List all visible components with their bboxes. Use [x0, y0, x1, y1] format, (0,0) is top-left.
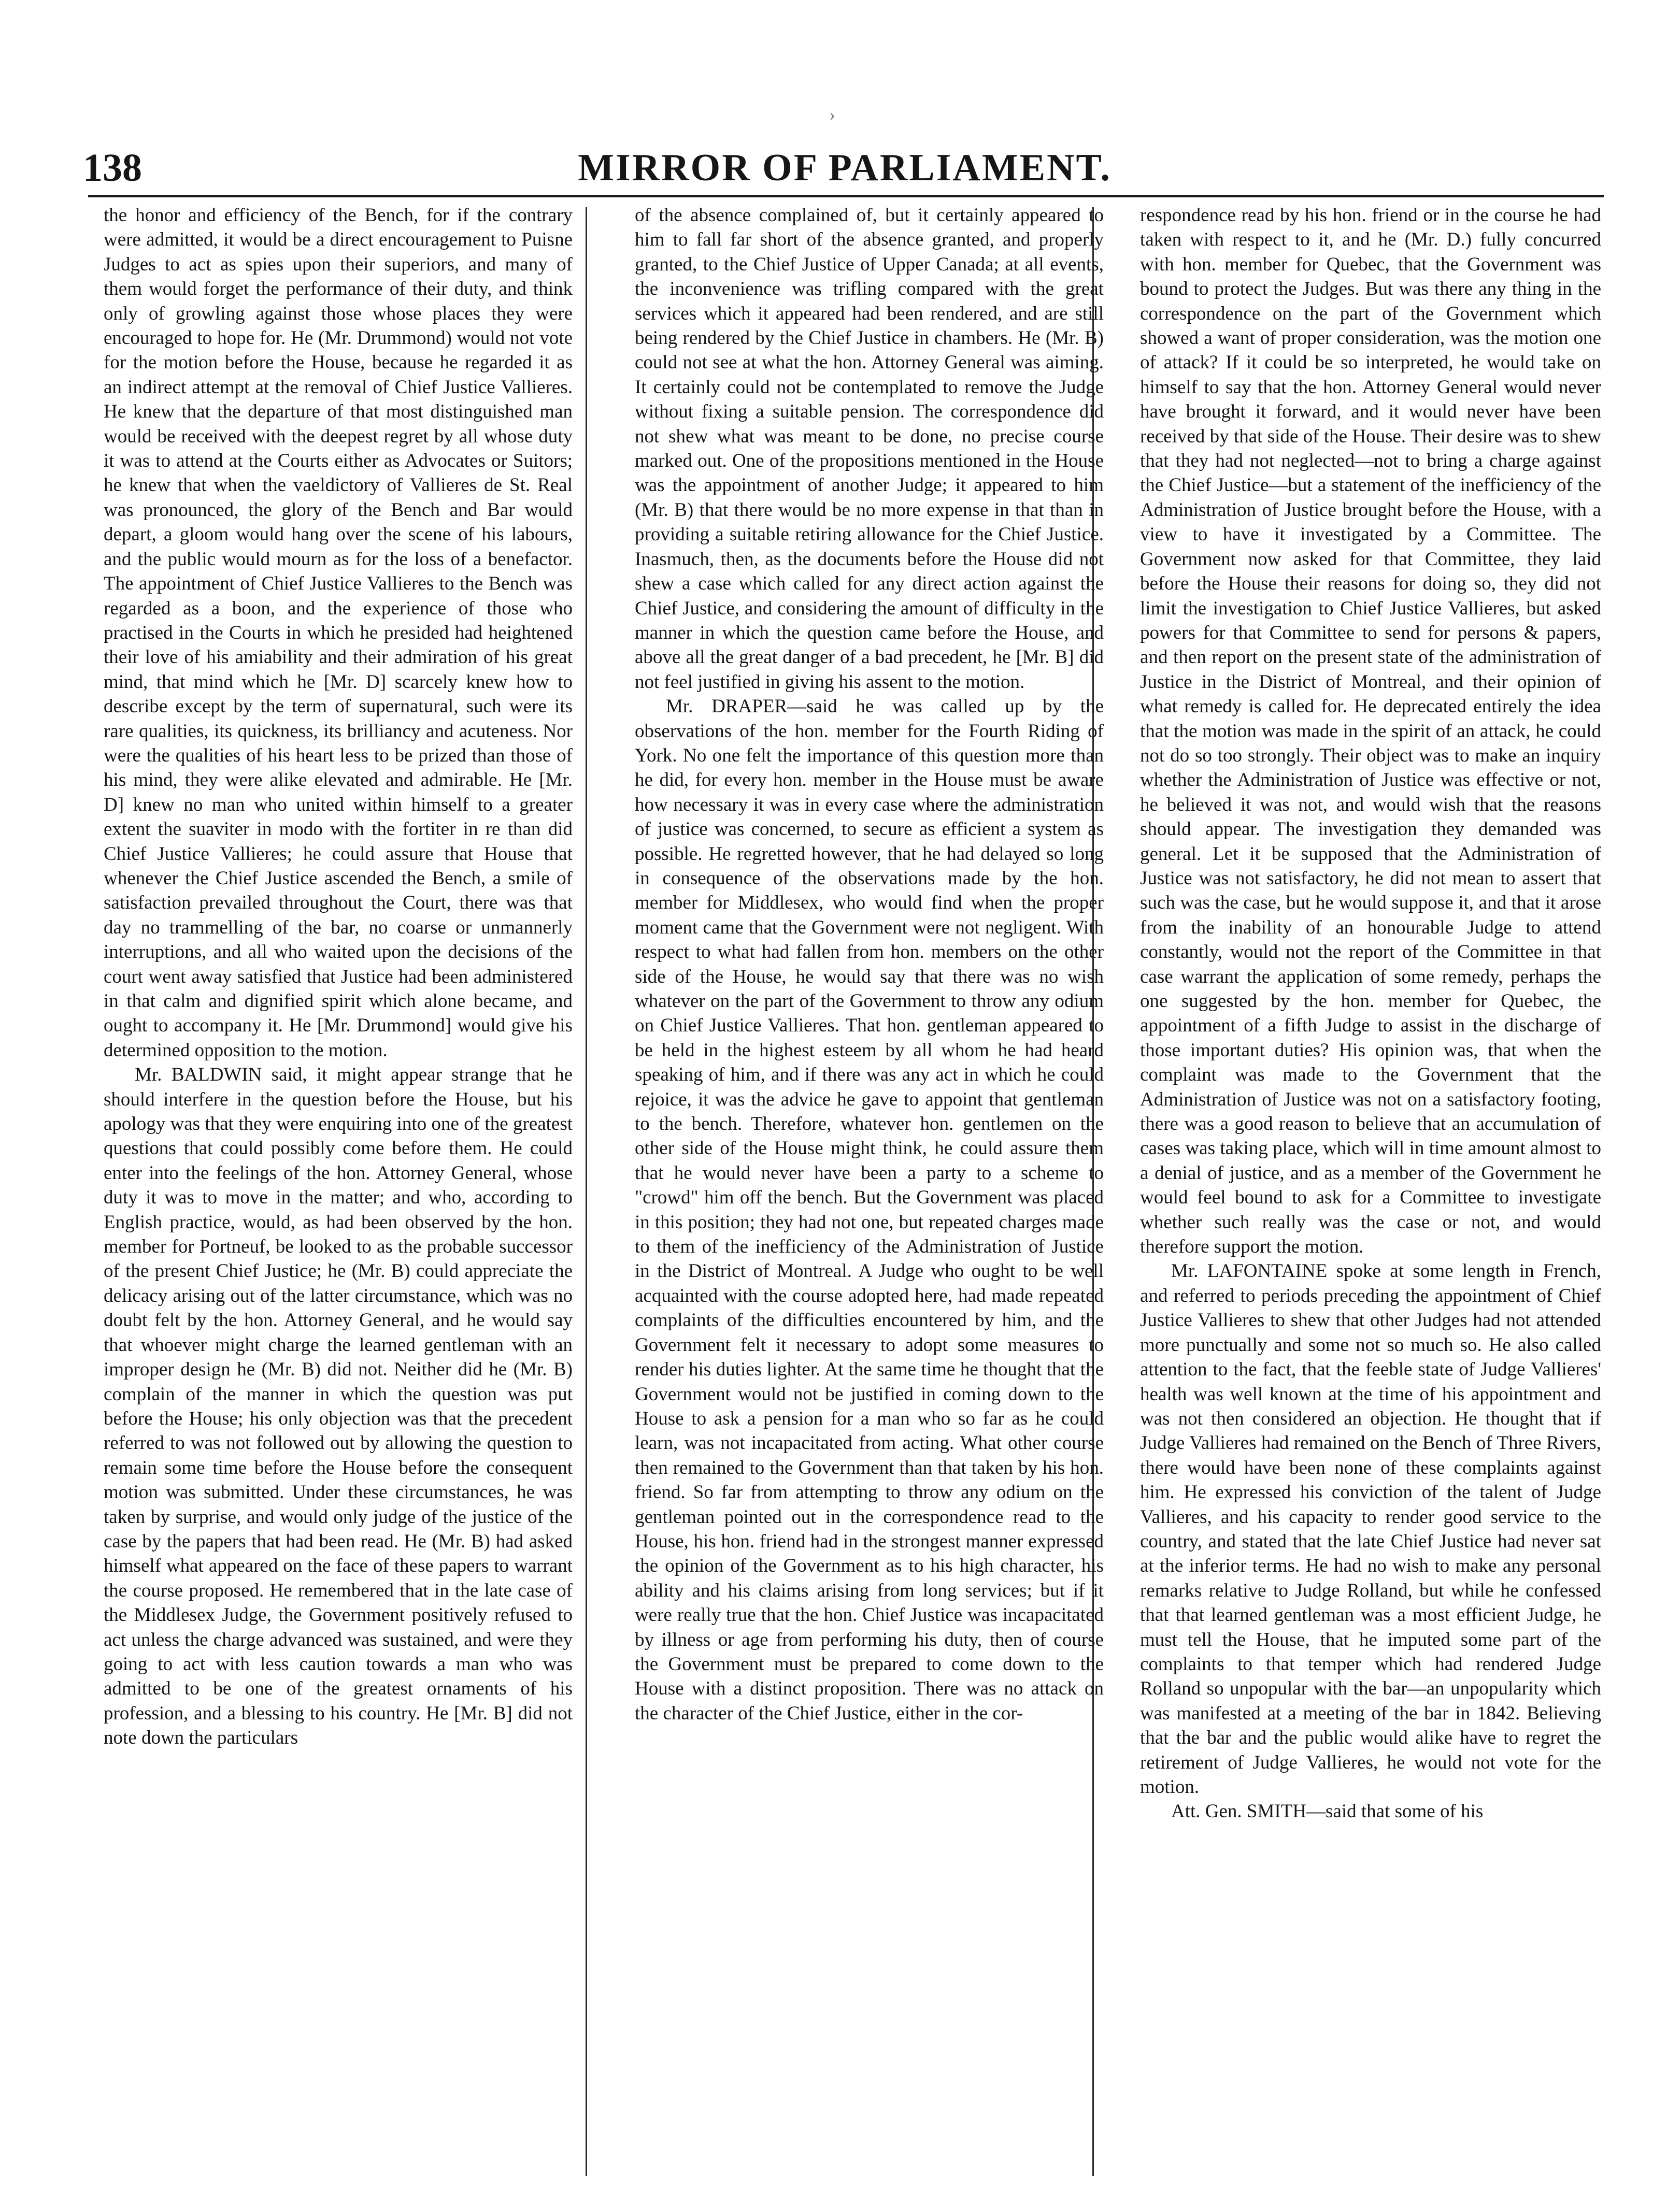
ink-mark: ›	[829, 104, 835, 125]
column-3	[1140, 203, 1601, 2179]
paragraph: respondence read by his hon. friend or in the course he had taken with respect to it, and he (Mr. D.) fully concurred with hon. member for Quebec, that the Government was bound to protect the Judges. But was there any thing in the correspondence on the part of the Government which showed a want of proper consideration, was the motion one of attack? If it could be so interpreted, he would take on himself to say that the hon. Attorney General would never have brought it forward, and it would never have been received by that side of the House. Their desire was to shew that they had not neglected—not to bring a charge against the Chief Justice—but a statement of the inefficiency of the Administration of Justice brought before the House, with a view to have it investigated by a Committee. The Government now asked for that Committee, they laid before the House their reasons for doing so, they did not limit the investigation to Chief Justice Vallieres, but asked powers for that Committee to send for persons & papers, and then report on the present state of the administration of Justice in the District of Montreal, and their opinion of what remedy is called for. He deprecated entirely the idea that the motion was made in the spirit of an attack, he could not do so too strongly. Their object was to make an inquiry whether the Administration of Justice was effective or not, he believed it was not, and would wish that the reasons should appear. The investigation they demanded was general. Let it be supposed that the Administration of Justice was not satisfactory, he did not mean to assert that such was the case, but he would suppose it, and that it arose from the inability of an honourable Judge to attend constantly, would not the report of the Committee in that case warrant the application of some remedy, perhaps the one suggested by the hon. member for Quebec, the appointment of a fifth Judge to assist in the discharge of those important duties? His opinion was, that when the complaint was made to the Government that the Administration of Justice was not on a satisfactory footing, there was a good reason to believe that an accumulation of cases was taking place, which will in time amount almost to a denial of justice, and as a member of the Government he would feel bound to ask for a Committee to investigate whether such really was the case or not, and would therefore support the motion.	[1140, 205, 1601, 1258]
page-number: 138	[83, 146, 142, 190]
running-title: MIRROR OF PARLIAMENT.	[578, 147, 1112, 189]
page-header	[83, 144, 1606, 192]
text-columns	[104, 203, 1601, 2179]
column-2	[635, 203, 1104, 2179]
paragraph: Mr. LAFONTAINE spoke at some length in French, and referred to periods preceding the appointment of Chief Justice Vallieres to shew that other Judges had not attended more punctually and some not so much so. He also called attention to the fact, that the feeble state of Judge Vallieres' health was well known at the time of his appointment and was not then considered an objection. He thought that if Judge Vallieres had remained on the Bench of Three Rivers, there would have been none of these complaints against him. He expressed his conviction of the talent of Judge Vallieres, and his capacity to render good service to the country, and stated that the late Chief Justice had never sat at the inferior terms. He had no wish to make any personal remarks relative to Judge Rolland, but while he confessed that that learned gentleman was a most efficient Judge, he must tell the House, that he imputed some part of the complaints to that temper which had rendered Judge Rolland so unpopular with the bar—an unpopularity which was manifested at a meeting of the bar in 1842. Believing that the bar and the public would alike have to regret the retirement of Judge Vallieres, he would not vote for the motion.	[1140, 1260, 1601, 1798]
paragraph: of the absence complained of, but it certainly appeared to him to fall far short of the absence granted, and properly granted, to the Chief Justice of Upper Canada; at all events, the inconvenience was trifling compared with the great services which it appeared had been rendered, and are still being rendered by the Chief Justice in chambers. He (Mr. B) could not see at what the hon. Attorney General was aiming. It certainly could not be contemplated to remove the Judge without fixing a suitable pension. The correspondence did not shew what was meant to be done, no precise course marked out. One of the propositions mentioned in the House was the appointment of another Judge; it appeared to him (Mr. B) that there would be no more expense in that than in providing a suitable retiring allowance for the Chief Justice. Inasmuch, then, as the documents before the House did not shew a case which called for any direct action against the Chief Justice, and considering the amount of difficulty in the manner in which the question came before the House, and above all the great danger of a bad precedent, he [Mr. B] did not feel justified in giving his assent to the motion.	[635, 205, 1104, 693]
paragraph: Mr. DRAPER—said he was called up by the observations of the hon. member for the Fourth Riding of York. No one felt the importance of this question more than he did, for every hon. member in the House must be aware how necessary it was in every case where the administration of justice was concerned, to secure as efficient a system as possible. He regretted however, that he had delayed so long in consequence of the observations made by the hon. member for Middlesex, who would find when the proper moment came that the Government were not negligent. With respect to what had fallen from hon. members on the other side of the House, he would say that there was no wish whatever on the part of the Government to throw any odium on Chief Justice Vallieres. That hon. gentleman appeared to be held in the highest esteem by all whom he had heard speaking of him, and if there was any act in which he could rejoice, it was the advice he gave to appoint that gentleman to the bench. Therefore, whatever hon. gentlemen on the other side of the House might think, he could assure them that he would never have been a party to a scheme to "crowd" him off the bench. But the Government was placed in this position; they had not one, but repeated charges made to them of the inefficiency of the Administration of Justice in the District of Montreal. A Judge who ought to be well acquainted with the course adopted here, had made repeated complaints of the difficulties encountered by him, and the Government felt it necessary to adopt some measures to render his duties lighter. At the same time he thought that the Government would not be justified in coming down to the House to ask a pension for a man who so far as he could learn, was not incapacitated from acting. What other course then remained to the Government than that taken by his hon. friend. So far from attempting to throw any odium on the gentleman pointed out in the correspondence read to the House, his hon. friend had in the strongest manner expressed the opinion of the Government as to his high character, his ability and his claims arising from long services; but if it were really true that the hon. Chief Justice was incapacitated by illness or age from performing his duty, then of course the Government must be prepared to come down to the House with a distinct proposition. There was no attack on the character of the Chief Justice, either in the cor-	[635, 696, 1104, 1724]
paragraph: Mr. BALDWIN said, it might appear strange that he should interfere in the question before the House, but his apology was that they were enquiring into one of the greatest questions that could possibly come before them. He could enter into the feelings of the hon. Attorney General, whose duty it was to move in the matter; and who, according to English practice, would, as had been observed by the hon. member for Portneuf, be looked to as the probable successor of the present Chief Justice; he (Mr. B) could appreciate the delicacy arising out of the latter circumstance, which was no doubt felt by the hon. Attorney General, and he would say that whoever might charge the learned gentleman with an improper design he (Mr. B) did not. Neither did he (Mr. B) complain of the manner in which the question was put before the House; his only objection was that the precedent referred to was not followed out by allowing the question to remain some time before the House before the consequent motion was submitted. Under these circumstances, he was taken by surprise, and would only judge of the justice of the case by the papers that had been read. He (Mr. B) had asked himself what appeared on the face of these papers to warrant the course proposed. He remembered that in the late case of the Middlesex Judge, the Government positively refused to act unless the charge advanced was sustained, and were they going to act with less caution towards a man who was admitted to be one of the greatest ornaments of his profession, and a blessing to his country. He [Mr. B] did not note down the particulars	[104, 1064, 573, 1749]
column-1	[104, 203, 573, 2179]
paragraph: Att. Gen. SMITH—said that some of his	[1171, 1801, 1484, 1822]
paragraph: the honor and efficiency of the Bench, for if the contrary were admitted, it would be a direct encouragement to Puisne Judges to act as spies upon their superiors, and many of them would forget the performance of their duty, and think only of growling against those whose places they were encouraged to hope for. He (Mr. Drummond) would not vote for the motion before the House, because he regarded it as an indirect attempt at the removal of Chief Justice Vallieres. He knew that the departure of that most distinguished man would be received with the deepest regret by all whose duty it was to attend at the Courts either as Advocates or Suitors; he knew that when the vaeldictory of Vallieres de St. Real was pronounced, the glory of the Bench and Bar would depart, a gloom would hang over the scene of his labours, and the public would mourn as for the loss of a benefactor. The appointment of Chief Justice Vallieres to the Bench was regarded as a boon, and the experience of those who practised in the Courts in which he presided had heightened their love of his amiability and their admiration of his great mind, that mind which he [Mr. D] scarcely knew how to describe except by the term of supernatural, such were its rare qualities, its quickness, its brilliancy and acuteness. Nor were the qualities of his heart less to be prized than those of his mind, they were alike elevated and admirable. He [Mr. D] knew no man who united within himself to a greater extent the suaviter in modo with the fortiter in re than did Chief Justice Vallieres; he could assure that House that whenever the Chief Justice ascended the Bench, a smile of satisfaction prevailed throughout the Court, there was that day no trammelling of the bar, no coarse or unmannerly interruptions, and all who waited upon the decisions of the court went away satisfied that Justice had been administered in that calm and dignified spirit which alone became, and ought to accompany it. He [Mr. Drummond] would give his determined opposition to the motion.	[104, 205, 573, 1061]
header-rule	[88, 195, 1604, 197]
